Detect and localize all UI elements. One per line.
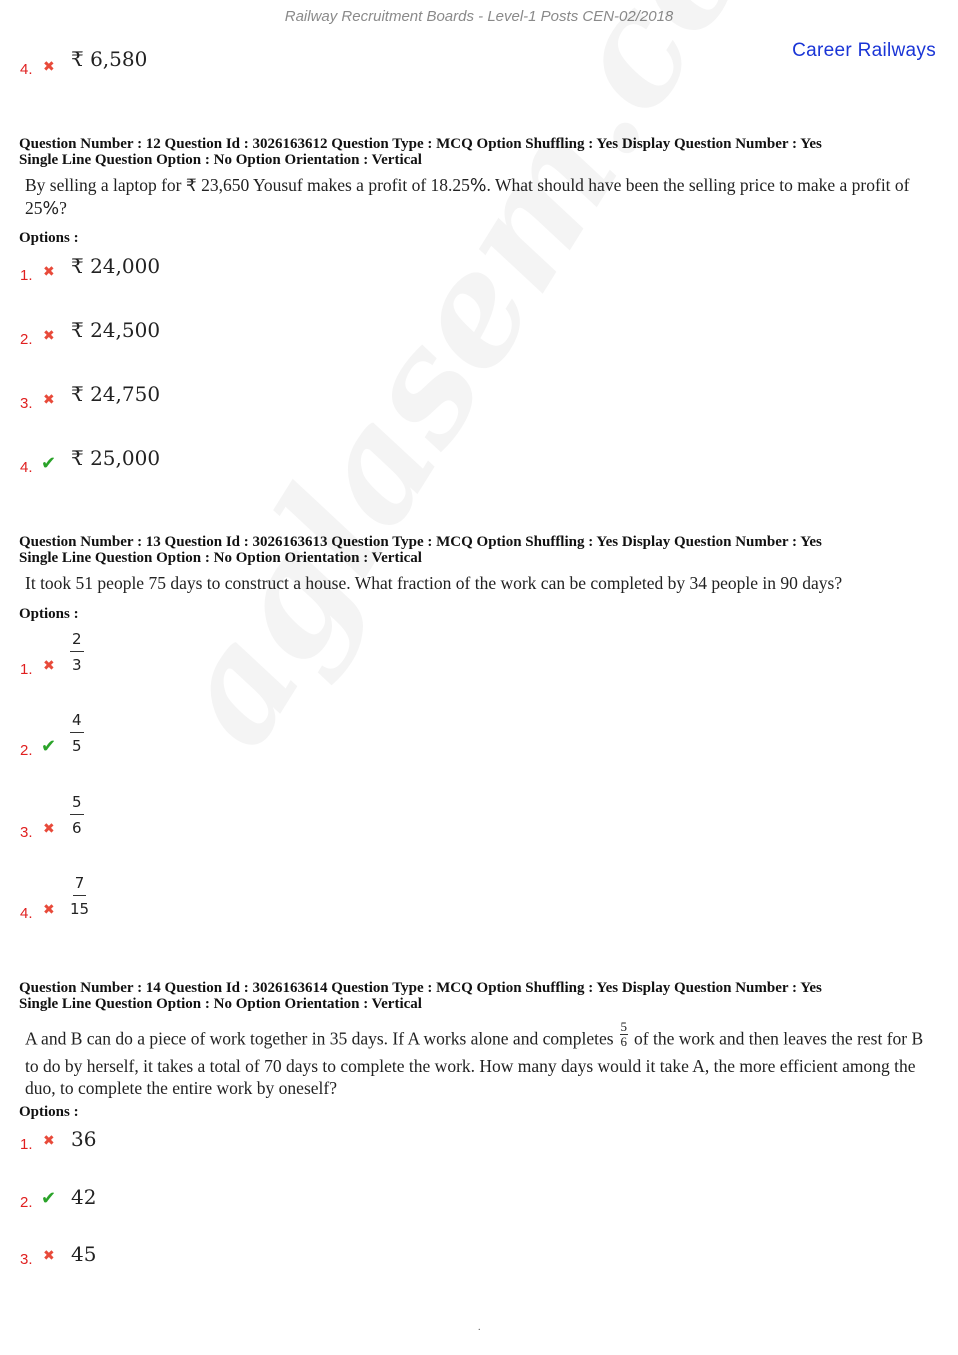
wrong-icon: ✖ [43,392,55,408]
option-value: 36 [71,1127,97,1151]
option-fraction: $\frac{4}{5}$ [72,711,82,755]
options-label: Options : [19,1104,79,1120]
wrong-icon: ✖ [43,821,55,837]
options-label: Options : [19,230,79,246]
option-number: 2. [20,1194,33,1211]
option-value: ₹ 6,580 [71,47,148,71]
question-text: By selling a laptop for ₹ 23,650 Yousuf makes a profit of 18.25%. What should have been the selling price to make a profit of 25%? [25,175,910,219]
option-value: ₹ 24,500 [71,318,161,342]
option-number: 1. [20,267,33,284]
option-value: ₹ 25,000 [71,446,161,470]
options-label: Options : [19,606,79,622]
question-meta: Question Number : 14 Question Id : 3026163614 Question Type : MCQ Option Shuffling : Yes Display Question Number : Yes [19,980,822,996]
question-text: It took 51 people 75 days to construct a house. What fraction of the work can be completed by 34 people in 90 days? [25,573,843,593]
option-value: 42 [71,1185,97,1209]
option-number: 2. [20,742,33,759]
option-fraction: $\frac{2}{3}$ [72,630,82,674]
question-meta: Question Number : 12 Question Id : 3026163612 Question Type : MCQ Option Shuffling : Yes Display Question Number : Yes [19,136,822,152]
wrong-icon: ✖ [43,264,55,280]
option-number: 1. [20,661,33,678]
footer-dot: . [478,1322,481,1333]
watermark [135,0,866,775]
check-icon: ✔ [41,1188,57,1209]
option-number: 4. [20,459,33,476]
question-meta: Single Line Question Option : No Option Orientation : Vertical [19,152,422,168]
wrong-icon: ✖ [43,1133,55,1149]
option-number: 3. [20,1251,33,1268]
option-number: 4. [20,61,33,78]
brand-label: Career Railways [792,40,936,61]
wrong-icon: ✖ [43,658,55,674]
option-number: 2. [20,331,33,348]
option-value: ₹ 24,000 [71,254,161,278]
check-icon: ✔ [41,453,57,474]
wrong-icon: ✖ [43,1248,55,1264]
question-meta: Single Line Question Option : No Option Orientation : Vertical [19,550,422,566]
option-number: 4. [20,905,33,922]
check-icon: ✔ [41,736,57,757]
inline-fraction: $\frac{5}{6}$ [620,1019,628,1049]
wrong-icon: ✖ [43,902,55,918]
page-header-title: Railway Recruitment Boards - Level-1 Posts CEN-02/2018 [284,8,674,25]
option-value: 45 [71,1242,97,1266]
question-meta: Single Line Question Option : No Option Orientation : Vertical [19,996,422,1012]
option-fraction: $\frac{5}{6}$ [72,793,82,837]
wrong-icon: ✖ [43,328,55,344]
option-fraction: $\frac{7}{15}$ [70,874,90,918]
question-meta: Question Number : 13 Question Id : 3026163613 Question Type : MCQ Option Shuffling : Yes Display Question Number : Yes [19,534,822,550]
wrong-icon: ✖ [43,59,55,75]
option-value: ₹ 24,750 [71,382,161,406]
option-number: 3. [20,824,33,841]
question-text: A and B can do a piece of work together in 35 days. If A works alone and completes $\frac{5}{6}$ of the work and then leaves the rest for B to do by herself, it takes a total of 70 days to complete the work. How many days would it take A, the more efficient among the duo, to complete the entire work by oneself? [25,1019,924,1098]
option-number: 1. [20,1136,33,1153]
option-number: 3. [20,395,33,412]
